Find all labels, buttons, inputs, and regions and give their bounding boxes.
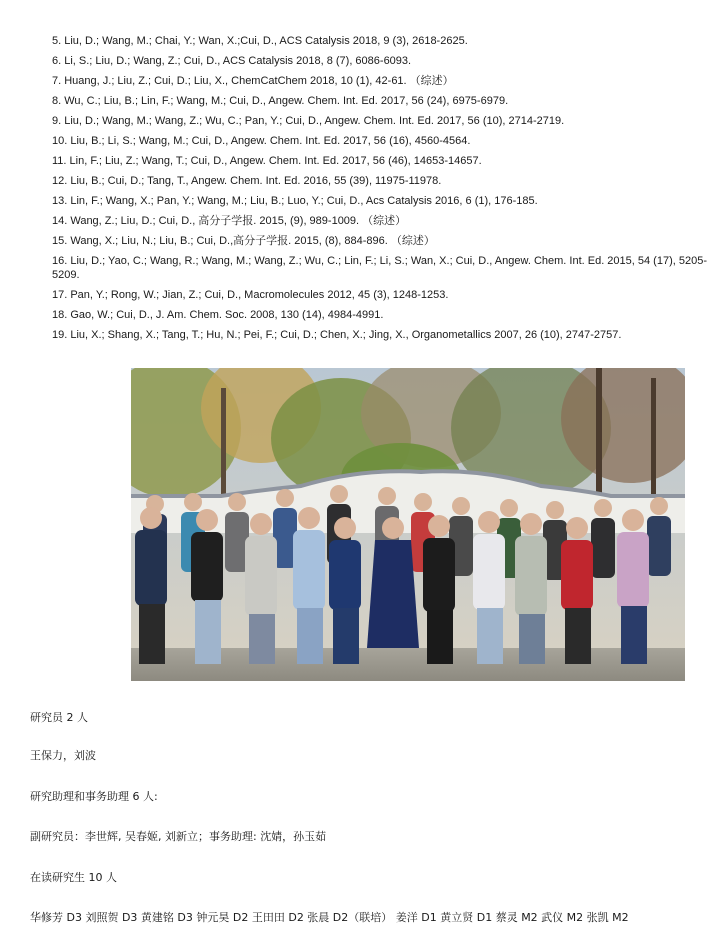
reference-item: 19. Liu, X.; Shang, X.; Tang, T.; Hu, N.; Pei, F.; Cui, D.; Chen, X.; Jing, X., Organometallics 2007, 26 (10), 2747-2757.	[52, 329, 622, 341]
researchers-names: 王保力，刘波	[30, 749, 96, 762]
group-photo	[131, 368, 685, 681]
reference-item: 13. Lin, F.; Wang, X.; Pan, Y.; Wang, M.; Liu, B.; Luo, Y.; Cui, D., Acs Catalysis 2016, 6 (1), 176-185.	[52, 195, 538, 207]
reference-item: 6. Li, S.; Liu, D.; Wang, Z.; Cui, D., ACS Catalysis 2018, 8 (7), 6086-6093.	[52, 55, 412, 67]
reference-item: 16. Liu, D.; Yao, C.; Wang, R.; Wang, M.; Wang, Z.; Wu, C.; Lin, F.; Li, S.; Wan, X.; Cui, D., Angew. Chem. Int. Ed. 2015, 54 (17), 5205-5209.	[52, 255, 707, 281]
reference-item: 11. Lin, F.; Liu, Z.; Wang, T.; Cui, D., Angew. Chem. Int. Ed. 2017, 56 (46), 14653-14657.	[52, 155, 482, 167]
reference-list	[52, 34, 720, 348]
reference-item: 5. Liu, D.; Wang, M.; Chai, Y.; Wan, X.;Cui, D., ACS Catalysis 2018, 9 (3), 2618-2625.	[52, 35, 468, 47]
students-heading: 在读研究生 10 人	[30, 871, 117, 884]
assistants-names: 副研究员：李世辉, 吴春姬, 刘新立；事务助理: 沈婧，孙玉茹	[30, 830, 327, 843]
assistants-heading: 研究助理和事务助理 6 人:	[30, 790, 158, 803]
researchers-heading: 研究员 2 人	[30, 711, 88, 724]
reference-item: 17. Pan, Y.; Rong, W.; Jian, Z.; Cui, D., Macromolecules 2012, 45 (3), 1248-1253.	[52, 289, 449, 301]
reference-item: 9. Liu, D.; Wang, M.; Wang, Z.; Wu, C.; Pan, Y.; Cui, D., Angew. Chem. Int. Ed. 2017, 56 (10), 2714-2719.	[52, 115, 565, 127]
reference-item: 14. Wang, Z.; Liu, D.; Cui, D., 高分子学报. 2015, (9), 989-1009. （综述）	[52, 215, 407, 227]
reference-item: 7. Huang, J.; Liu, Z.; Cui, D.; Liu, X., ChemCatChem 2018, 10 (1), 42-61. （综述）	[52, 75, 454, 87]
students-names: 华修芳 D3 刘照贺 D3 黄建铭 D3 钟元昊 D2 王田田 D2 张晨 D2（联培） 姜洋 D1 黄立贤 D1 蔡灵 M2 武仪 M2 张凯 M2	[30, 911, 629, 924]
reference-item: 18. Gao, W.; Cui, D., J. Am. Chem. Soc. 2008, 130 (14), 4984-4991.	[52, 309, 384, 321]
reference-item: 15. Wang, X.; Liu, N.; Liu, B.; Cui, D.,高分子学报. 2015, (8), 884-896. （综述）	[52, 235, 435, 247]
reference-item: 10. Liu, B.; Li, S.; Wang, M.; Cui, D., Angew. Chem. Int. Ed. 2017, 56 (16), 4560-4564.	[52, 135, 471, 147]
reference-item: 12. Liu, B.; Cui, D.; Tang, T., Angew. Chem. Int. Ed. 2016, 55 (39), 11975-11978.	[52, 175, 442, 187]
reference-item: 8. Wu, C.; Liu, B.; Lin, F.; Wang, M.; Cui, D., Angew. Chem. Int. Ed. 2017, 56 (24), 6975-6979.	[52, 95, 509, 107]
